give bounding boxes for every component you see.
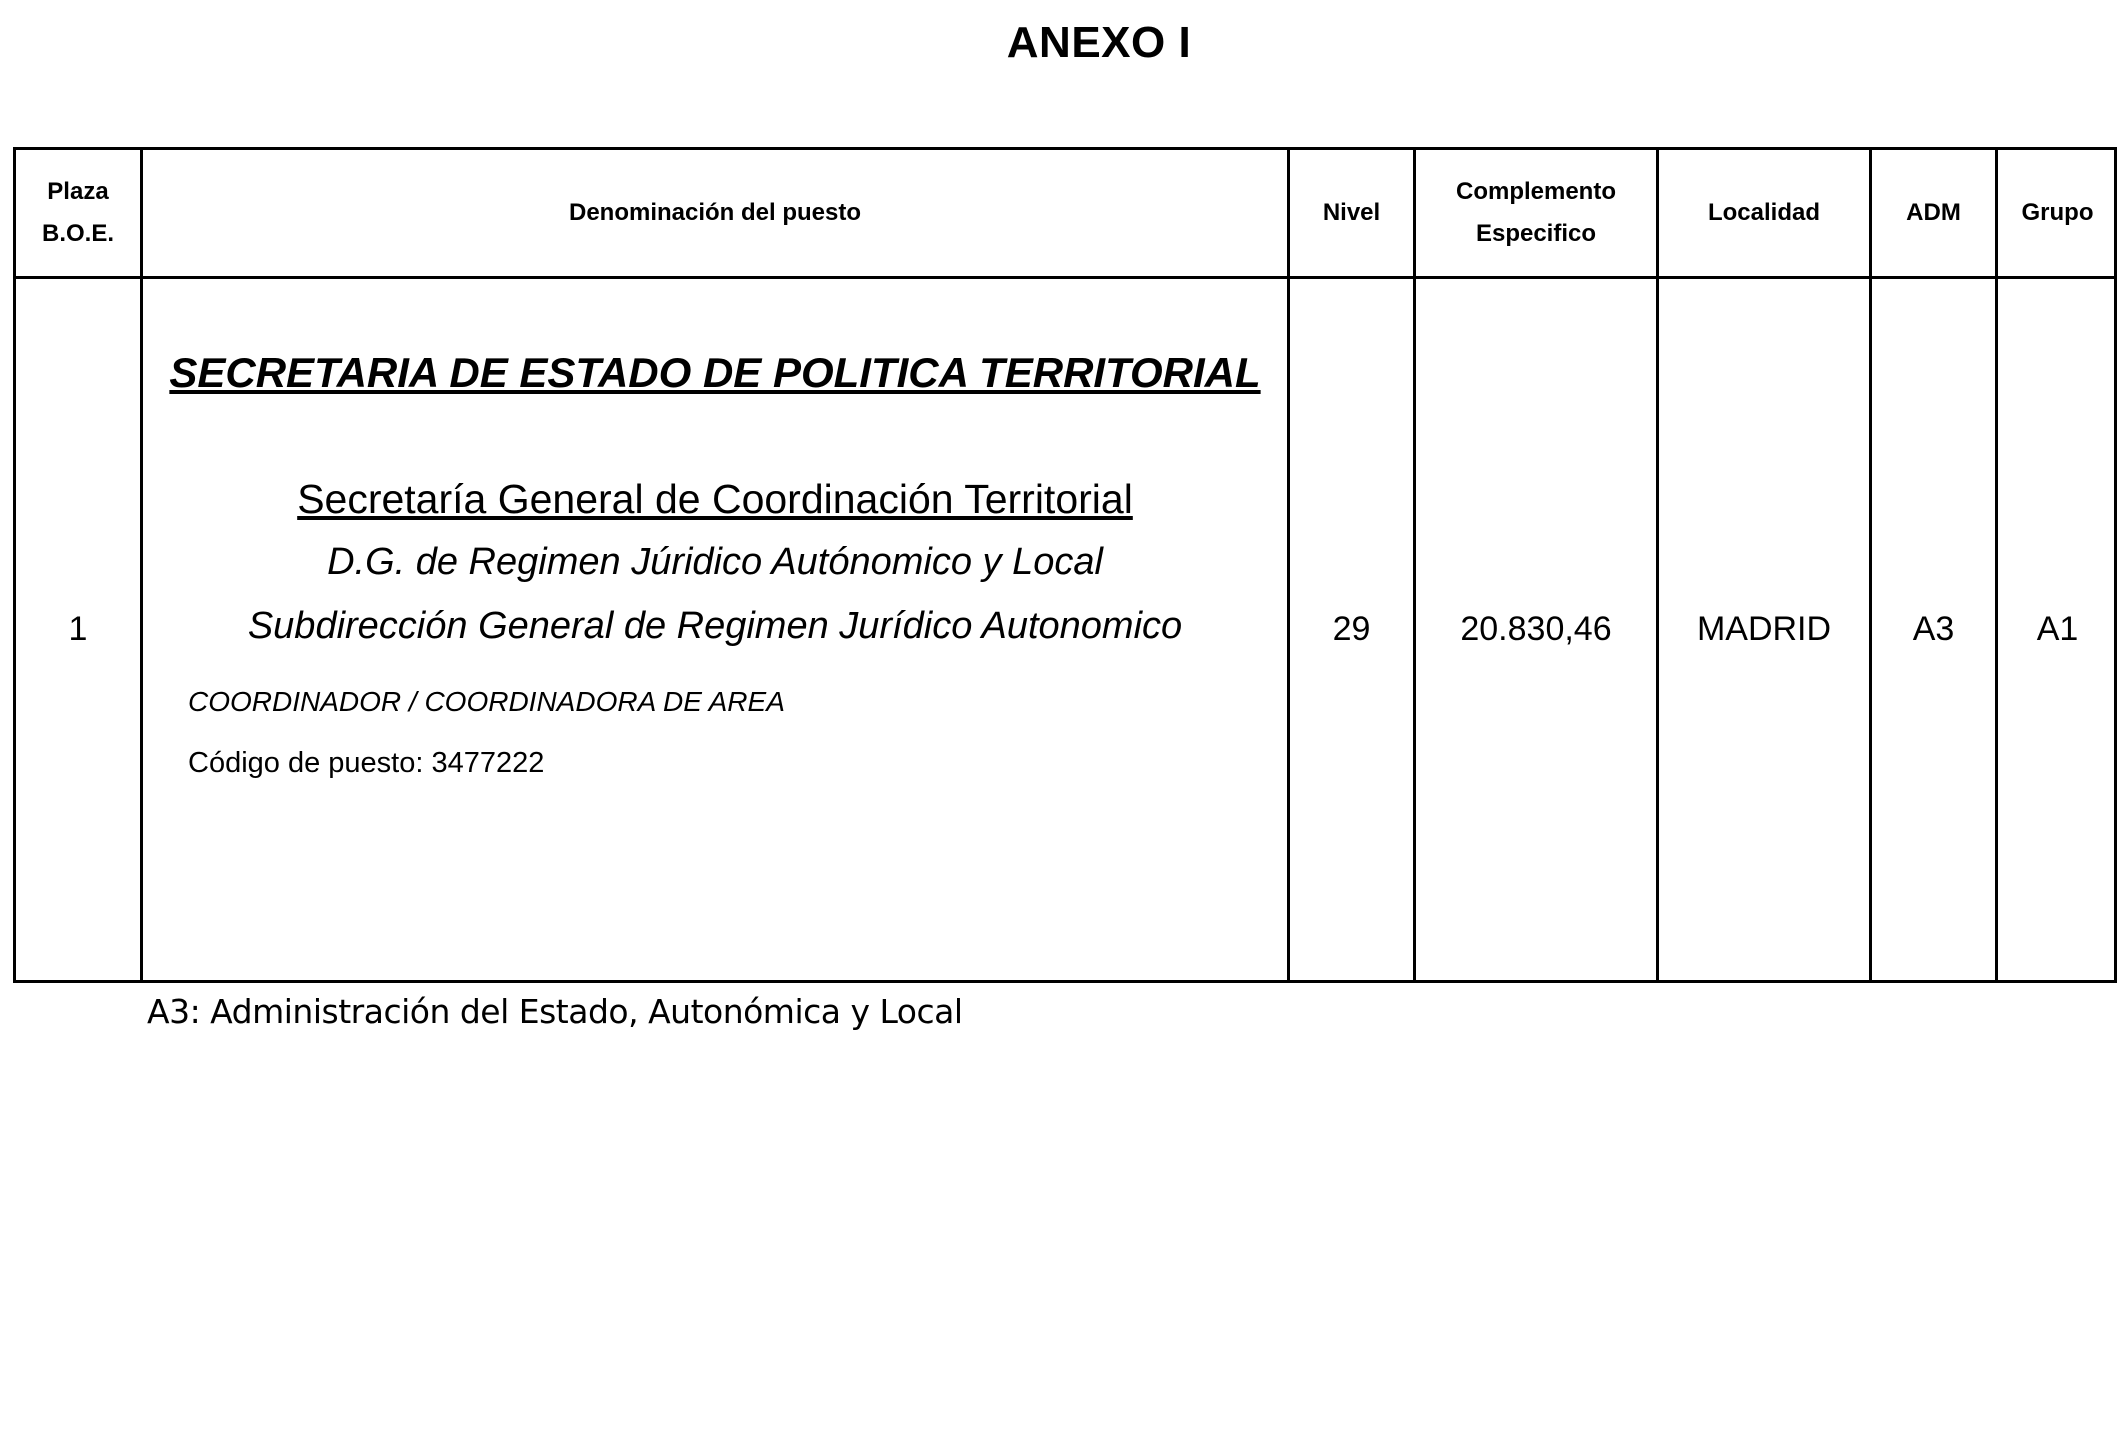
header-plaza-boe (16, 150, 140, 276)
cell-grupo: A1 (2036, 610, 2079, 648)
header-adm (1872, 150, 1995, 276)
cell-plaza: 1 (68, 610, 88, 648)
footnote: A3: Administración del Estado, Autonómica y Local (147, 992, 963, 1031)
header-complemento (1416, 150, 1656, 276)
positions-table (13, 147, 2117, 983)
header-grupo-label: Grupo (2021, 199, 2094, 226)
header-denominacion-label: Denominación del puesto (568, 199, 862, 226)
puesto-text: COORDINADOR / COORDINADORA DE AREA (188, 686, 785, 717)
header-grupo (1998, 150, 2117, 276)
cell-denominacion (143, 279, 1287, 980)
header-nivel-label: Nivel (1322, 199, 1381, 226)
secretaria-estado-heading: SECRETARIA DE ESTADO DE POLITICA TERRITORIAL (169, 349, 1261, 396)
direccion-general-text: D.G. de Regimen Júridico Autónomico y Local (327, 541, 1103, 583)
document-title: ANEXO I (1006, 18, 1192, 67)
header-nivel (1290, 150, 1413, 276)
header-complemento-line2: Especifico (1475, 220, 1597, 247)
header-complemento-line1: Complemento (1455, 178, 1616, 205)
header-denominacion (143, 150, 1287, 276)
header-localidad (1659, 150, 1869, 276)
cell-complemento: 20.830,46 (1460, 610, 1612, 648)
cell-adm: A3 (1912, 610, 1955, 648)
cell-localidad: MADRID (1696, 610, 1832, 648)
codigo-puesto-text: Código de puesto: 3477222 (188, 747, 545, 779)
secretaria-general-heading: Secretaría General de Coordinación Territorial (297, 476, 1133, 522)
cell-nivel: 29 (1332, 610, 1371, 648)
header-plaza-line2: B.O.E. (41, 220, 114, 247)
header-localidad-label: Localidad (1707, 199, 1821, 226)
header-adm-label: ADM (1906, 199, 1961, 226)
header-plaza-line1: Plaza (47, 178, 109, 205)
subdireccion-text: Subdirección General de Regimen Jurídico Autonomico (247, 605, 1183, 647)
